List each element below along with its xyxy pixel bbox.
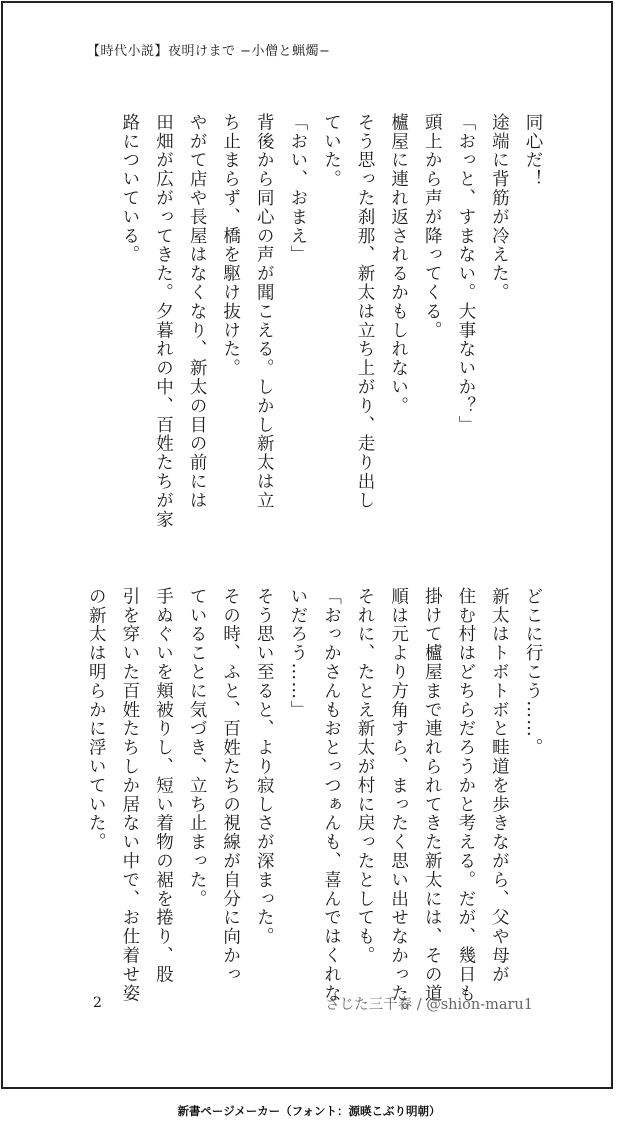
text-line: 路についている。 [119,113,140,265]
text-line: 住む村はどちらだろうかと考える。だが、幾日も [455,587,476,1003]
text-line: 背後から同心の声が聞こえる。しかし新太は立 [254,113,275,510]
text-line: 引を穿いた百姓たちしか居ない中で、お仕着せ姿 [119,587,140,1003]
text-line: の新太は明らかに浮いていた。 [86,587,107,852]
text-line: そう思い至ると、より寂しさが深まった。 [254,587,275,947]
text-line: 手ぬぐいを頬被りし、短い着物の裾を捲り、股 [153,587,174,984]
text-line: 田畑が広がってきた。夕暮れの中、百姓たちが家 [153,113,174,529]
text-line: その時、ふと、百姓たちの視線が自分に向かっ [220,587,241,984]
text-line: いだろう……」 [287,587,308,720]
text-line: それに、たとえ新太が村に戻ったとしても。 [355,587,376,965]
text-line: どこに行こう……。 [523,587,543,758]
text-line: やがて店や長屋はなくなり、新太の目の前には [187,113,208,510]
running-header-title: 【時代小説】夜明けまで −小僧と蝋燭− [87,44,331,59]
text-line: 順は元より方角すら、まったく思い出せなかった。 [388,587,409,1022]
lower-text-block [86,587,549,1022]
text-line: 掛けて櫨屋まで連れられてきた新太には、その道 [422,587,443,1003]
text-line: ていた。 [321,113,342,189]
text-line: 途端に背筋が冷えた。 [489,113,510,302]
book-page [1,1,613,1089]
text-line: ち止まらず、橋を駆け抜けた。 [220,113,241,378]
page-number: 2 [93,995,102,1011]
text-line: 「おっと、すまない。大事ないか？」 [455,113,476,435]
text-line: そう思った刹那、新太は立ち上がり、走り出し [355,113,376,510]
text-line: ていることに気づき、立ち止まった。 [187,587,208,909]
text-line: 新太はトボトボと畦道を歩きながら、父や母が [489,587,510,984]
text-line: 頭上から声が降ってくる。 [422,113,443,340]
text-line: 「おい、おまえ」 [287,113,308,265]
text-line: 櫨屋に連れ返されるかもしれない。 [388,113,409,416]
text-line: 同心だ！ [523,113,543,189]
author-credit: さじた三千春 / @shion-maru1 [325,997,533,1013]
text-line: 「おっかさんもおとっつぁんも、喜んではくれな [321,587,342,1003]
generator-footer: 新書ページメーカー（フォント：源暎こぶり明朝） [177,1104,441,1118]
upper-text-block [89,113,549,533]
